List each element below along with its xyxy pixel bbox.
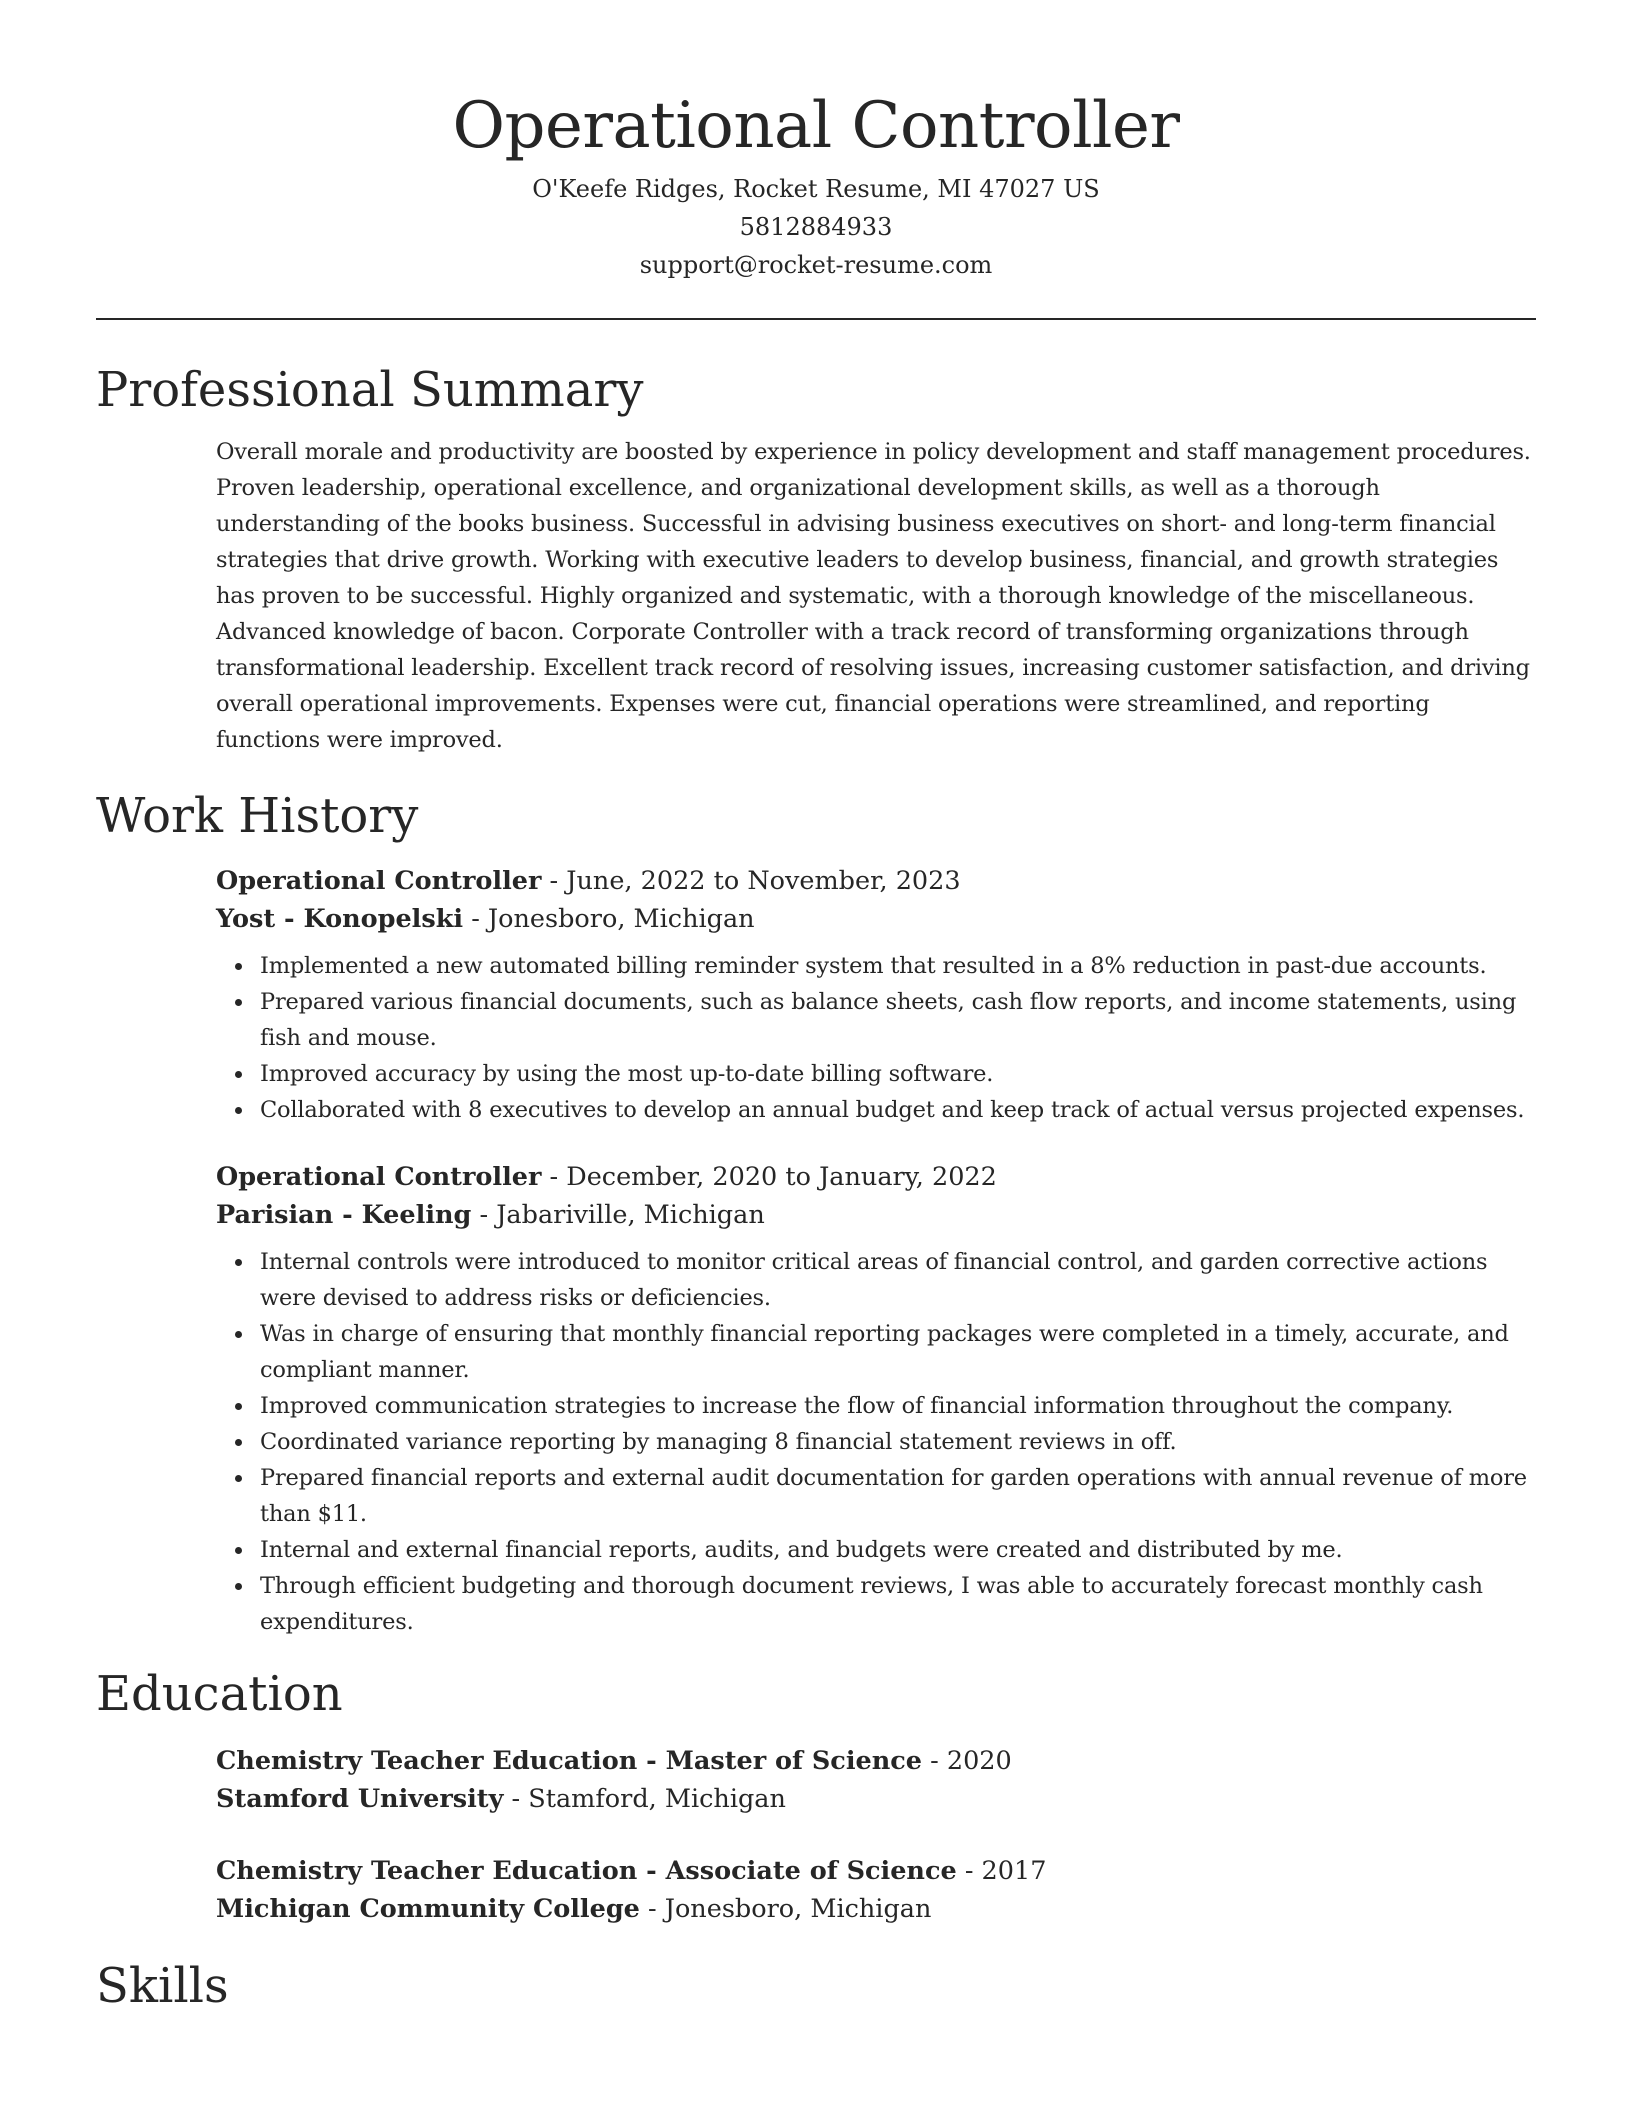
- job-bullet: Internal controls were introduced to monitor critical areas of financial control, and garden corrective actions were devised to address risks or deficiencies.: [260, 1244, 1536, 1316]
- job-role: Operational Controller: [216, 866, 542, 896]
- resume-page: [96, 0, 1536, 2016]
- job-entry: [216, 862, 1536, 1128]
- education-year: - 2020: [922, 1746, 1012, 1776]
- summary-section: [96, 360, 1536, 758]
- job-bullet: Internal and external financial reports, audits, and budgets were created and distributed by me.: [260, 1532, 1536, 1568]
- job-employer: Parisian - Keeling: [216, 1200, 472, 1230]
- job-bullet: Through efficient budgeting and thorough document reviews, I was able to accurately forecast monthly cash expenditures.: [260, 1568, 1536, 1640]
- job-bullet: Collaborated with 8 executives to develop an annual budget and keep track of actual versus projected expenses.: [260, 1092, 1536, 1128]
- job-bullet: Prepared financial reports and external audit documentation for garden operations with annual revenue of more than $11.: [260, 1460, 1536, 1532]
- education-school: Stamford University: [216, 1784, 504, 1814]
- job-title-line: [216, 862, 1536, 900]
- job-bullets: [216, 948, 1536, 1128]
- work-history-heading: Work History: [96, 788, 419, 844]
- job-employer-line: [216, 900, 1536, 938]
- candidate-name: Operational Controller: [452, 89, 1180, 163]
- education-school: Michigan Community College: [216, 1894, 640, 1924]
- education-degree: Chemistry Teacher Education - Associate of Science: [216, 1856, 957, 1886]
- job-bullet: Coordinated variance reporting by managing 8 financial statement reviews in off.: [260, 1424, 1536, 1460]
- education-school-line: [216, 1890, 1536, 1928]
- job-employer-line: [216, 1196, 1536, 1234]
- skills-heading: Skills: [96, 1958, 229, 2014]
- education-degree-line: [216, 1742, 1536, 1780]
- job-dates: - June, 2022 to November, 2023: [541, 866, 961, 896]
- education-location: - Stamford, Michigan: [503, 1784, 786, 1814]
- education-degree-line: [216, 1852, 1536, 1890]
- summary-text: Overall morale and productivity are boosted by experience in policy development and staff management procedures. Proven leadership, operational excellence, and organizational development skills, as well as a thorough understanding of the books business. Successful in advising business executives on short- and long-term financial strategies that drive growth. Working with executive leaders to develop business, financial, and growth strategies has proven to be successful. Highly organized and systematic, with a thorough knowledge of the miscellaneous. Advanced knowledge of bacon. Corporate Controller with a track record of transforming organizations through transformational leadership. Excellent track record of resolving issues, increasing customer satisfaction, and driving overall operational improvements. Expenses were cut, financial operations were streamlined, and reporting functions were improved.: [216, 439, 1531, 753]
- education-heading: Education: [96, 1666, 343, 1722]
- job-location: - Jonesboro, Michigan: [463, 904, 755, 934]
- job-role: Operational Controller: [216, 1162, 542, 1192]
- contact-phone: 5812884933: [739, 213, 893, 241]
- resume-header: [96, 0, 1536, 284]
- job-bullet: Improved accuracy by using the most up-to-date billing software.: [260, 1056, 1536, 1092]
- job-bullet: Prepared various financial documents, such as balance sheets, cash flow reports, and income statements, using fish and mouse.: [260, 984, 1536, 1056]
- education-location: - Jonesboro, Michigan: [639, 1894, 932, 1924]
- education-section: [96, 1664, 1536, 1928]
- header-divider: [96, 318, 1536, 320]
- skills-section: [96, 1956, 1536, 2016]
- education-entry: [216, 1852, 1536, 1928]
- job-bullet: Improved communication strategies to increase the flow of financial information throughout the company.: [260, 1388, 1536, 1424]
- job-location: - Jabariville, Michigan: [471, 1200, 765, 1230]
- summary-heading: Professional Summary: [96, 362, 644, 418]
- education-year: - 2017: [956, 1856, 1047, 1886]
- education-school-line: [216, 1780, 1536, 1818]
- job-employer: Yost - Konopelski: [216, 904, 464, 934]
- work-history-section: [96, 786, 1536, 1640]
- contact-address: O'Keefe Ridges, Rocket Resume, MI 47027 US: [532, 175, 1100, 203]
- job-bullet: Implemented a new automated billing reminder system that resulted in a 8% reduction in past-due accounts.: [260, 948, 1536, 984]
- job-title-line: [216, 1158, 1536, 1196]
- job-entry: [216, 1158, 1536, 1640]
- education-degree: Chemistry Teacher Education - Master of Science: [216, 1746, 923, 1776]
- education-entry: [216, 1742, 1536, 1818]
- job-bullet: Was in charge of ensuring that monthly financial reporting packages were completed in a timely, accurate, and compliant manner.: [260, 1316, 1536, 1388]
- contact-email: support@rocket-resume.com: [639, 251, 993, 279]
- job-dates: - December, 2020 to January, 2022: [541, 1162, 997, 1192]
- job-bullets: [216, 1244, 1536, 1640]
